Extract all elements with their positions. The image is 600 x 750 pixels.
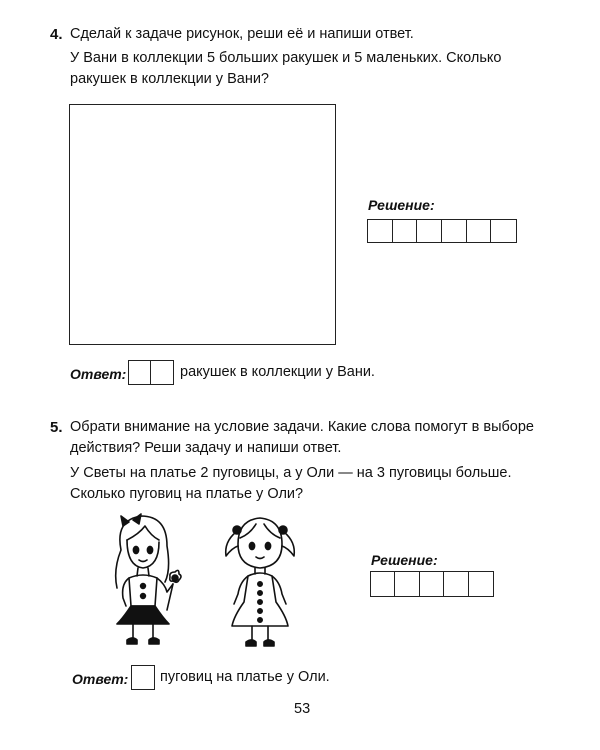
task-4-answer-label: Ответ:	[70, 366, 127, 382]
solution-cell[interactable]	[444, 572, 468, 596]
task-5-answer-box[interactable]	[131, 665, 155, 690]
girl-olya-illustration	[210, 512, 310, 657]
answer-cell[interactable]	[129, 361, 151, 384]
page-number: 53	[294, 701, 311, 717]
task-5-answer-text: пуговиц на платье у Оли.	[160, 669, 330, 685]
solution-cell[interactable]	[491, 220, 516, 242]
solution-cell[interactable]	[469, 572, 493, 596]
task-4-answer-text: ракушек в коллекции у Вани.	[180, 364, 375, 380]
solution-cell[interactable]	[371, 572, 395, 596]
solution-cell[interactable]	[417, 220, 442, 242]
task-4-answer-box[interactable]	[128, 360, 174, 385]
girl-sveta-illustration	[93, 510, 193, 655]
task-5-problem-line-1: У Светы на платье 2 пуговицы, а у Оли — на 3 пуговицы больше.	[70, 465, 512, 481]
task-4-solution-cells[interactable]	[367, 219, 517, 243]
task-5-solution-cells[interactable]	[370, 571, 494, 597]
solution-cell[interactable]	[393, 220, 418, 242]
task-4-problem-line-1: У Вани в коллекции 5 больших ракушек и 5 маленьких. Сколько	[70, 50, 502, 66]
task-5-solution-label: Решение:	[371, 552, 438, 568]
task-5-number: 5.	[50, 419, 63, 436]
solution-cell[interactable]	[420, 572, 444, 596]
task-4-instruction: Сделай к задаче рисунок, реши её и напиши ответ.	[70, 26, 414, 42]
task-5-instruction-line-1: Обрати внимание на условие задачи. Какие слова помогут в выборе	[70, 419, 534, 435]
solution-cell[interactable]	[467, 220, 492, 242]
answer-cell[interactable]	[151, 361, 173, 384]
drawing-area[interactable]	[69, 104, 336, 345]
solution-cell[interactable]	[368, 220, 393, 242]
task-5-answer-label: Ответ:	[72, 671, 129, 687]
task-4-solution-label: Решение:	[368, 197, 435, 213]
task-4-problem-line-2: ракушек в коллекции у Вани?	[70, 71, 269, 87]
task-5-problem-line-2: Сколько пуговиц на платье у Оли?	[70, 486, 304, 502]
task-4-number: 4.	[50, 26, 63, 43]
task-5-instruction-line-2: действия? Реши задачу и напиши ответ.	[70, 440, 342, 456]
solution-cell[interactable]	[442, 220, 467, 242]
solution-cell[interactable]	[395, 572, 419, 596]
